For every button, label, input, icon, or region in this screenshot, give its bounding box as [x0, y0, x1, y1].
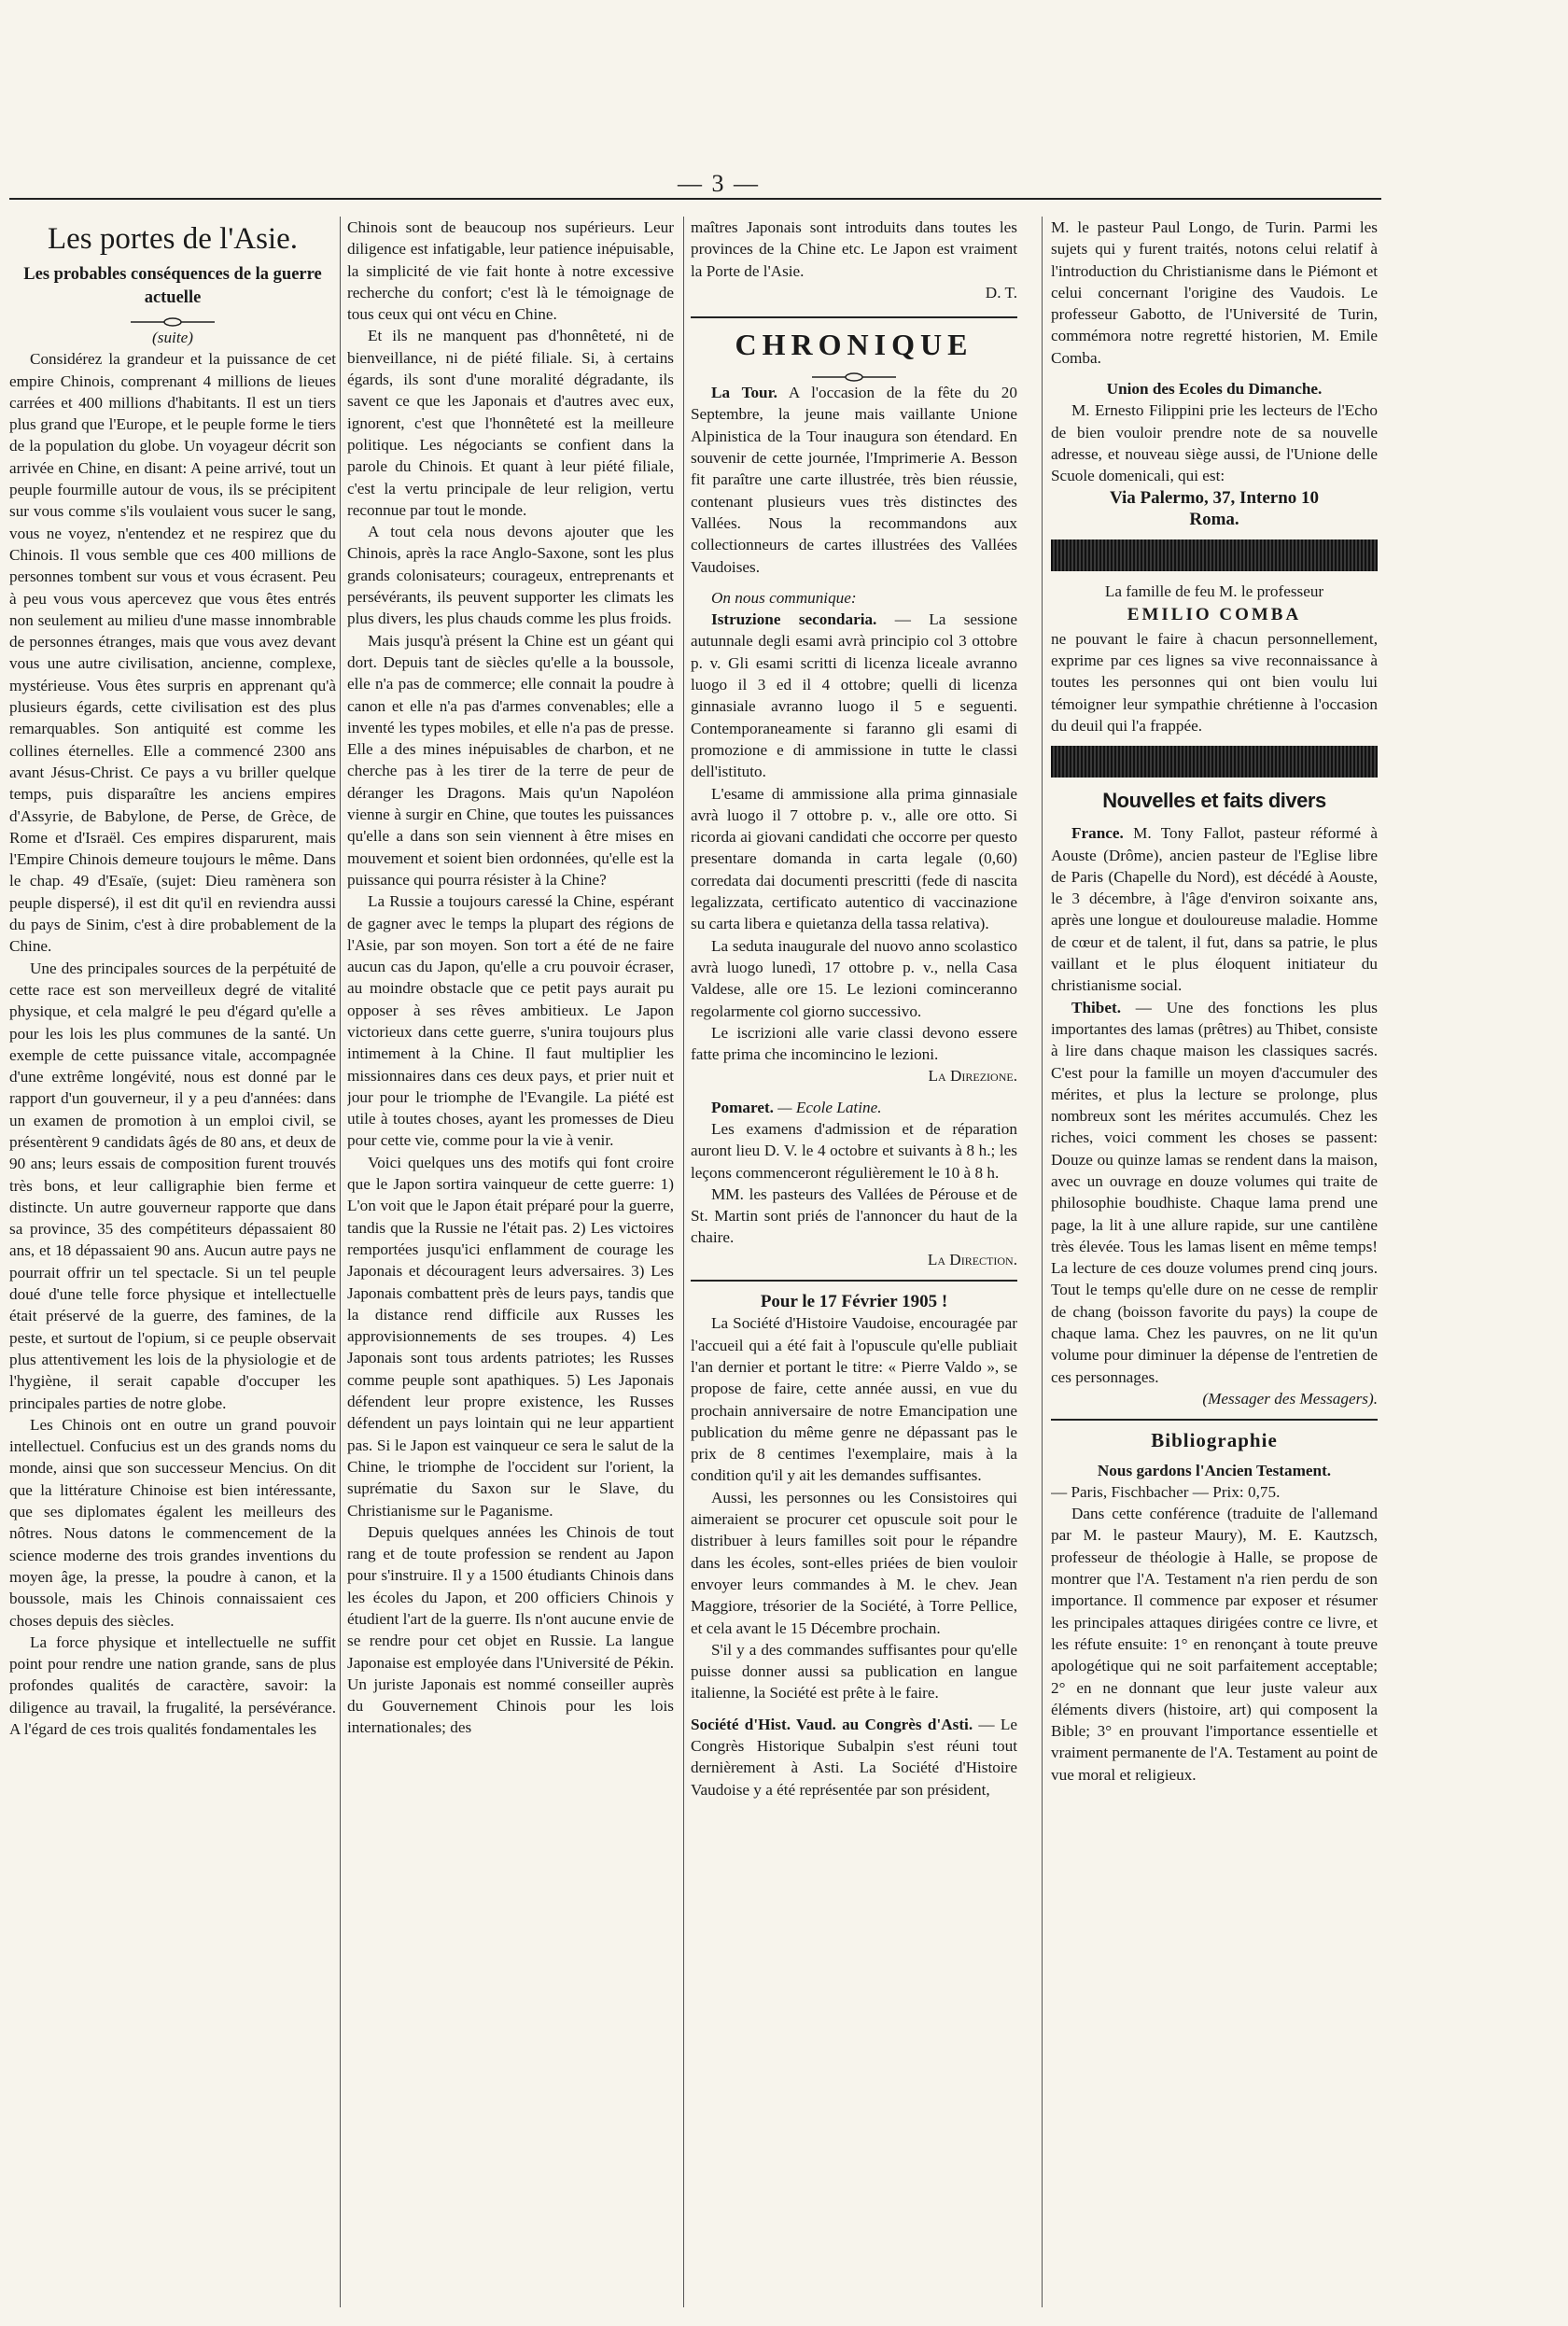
column-1 [9, 217, 336, 2307]
news-item [1051, 997, 1378, 1388]
paragraph: Le iscrizioni alle varie classi devono essere fatte prima che incomincino le lezioni. [691, 1023, 1017, 1064]
article-title: Les portes de l'Asie. [47, 222, 299, 256]
news-subheading: — Ecole Latine. [777, 1098, 882, 1116]
book-title: Nous gardons l'Ancien Testament. [1097, 1461, 1332, 1479]
news-heading: Union des Ecoles du Dimanche. [1106, 380, 1323, 399]
paragraph: L'esame di ammissione alla prima ginnasiale avrà luogo il 7 ottobre p. v., alle ore otto. Si ricorda ai giovani candidati che occorre per questo presentare domanda in carta legale (0,60) corredata dai documenti prescritti (fede di nascita legalizzata, certificato autentico di vaccinazione su carta libera e quietanza della tassa relativa). [691, 784, 1017, 933]
section-rule [691, 1280, 1017, 1282]
column-3 [691, 217, 1017, 2307]
news-item [691, 1097, 1017, 1118]
paragraph: Dans cette conférence (traduite de l'allemand par M. le pasteur Maury), M. E. Kautzsch, professeur de théologie à Halle, se propose de montrer que l'A. Testament n'a rien perdu de son importance. Il commence par exposer et résumer les principales attaques dirigées contre ce livre, et les réfute ensuite: 1° en renonçant à toute preuve apologétique qui ne soit parfaitement acceptable; 2° en ne donnant que leur juste valeur aux éléments divers (histoire, art) qui composent la Bible; 3° en prouvant l'importance essentielle et vraiment permanente de l'A. Testament au point de vue moral et religieux. [1051, 1505, 1378, 1784]
news-text: — La sessione autunnale degli esami avrà principio col 3 ottobre p. v. Gli esami scritti di licenza liceale avranno luogo il 3 ed il 4 ottobre; quelli di licenza ginnasiale avranno luogo il 5 e seguenti. Contemporaneamente si faranno gli esami di promozione e di ammissione in tutte le classi dell'istituto. [691, 610, 1017, 781]
notice-text: La famille de feu M. le professeur [1104, 582, 1324, 601]
news-heading: Istruzione secondaria. [711, 610, 877, 629]
news-item [691, 382, 1017, 578]
column-divider [1042, 217, 1043, 2307]
news-heading: La Tour. [711, 384, 777, 402]
news-text: M. Tony Fallot, pasteur réformé à Aouste (Drôme), ancien pasteur de l'Eglise libre de Paris (Chapelle du Nord), est décédé à Aouste, le 3 décembre, à l'âge d'environ soixante ans, après une longue et douloureuse maladie. Homme de cœur et de talent, il fut, dans sa patrie, le plus vaillant et le plus éloquent initiateur du christianisme social. [1051, 824, 1378, 995]
news-text: — Le Congrès Historique Subalpin s'est réuni tout dernièrement à Asti. La Société d'Histoire Vaudoise y a été représentée par son président, [691, 1715, 1017, 1799]
paragraph: La Société d'Histoire Vaudoise, encouragée par l'accueil qui a été fait à l'opuscule qu'elle publiait l'an dernier et portant le titre: « Pierre Valdo », se propose de faire, cette année aussi, en vue du prochain anniversaire de notre Emancipation une publication du même genre ne dépassant pas le prix de 8 centimes l'exemplaire, mais à la condition qu'il y ait les demandes suffisantes. [691, 1314, 1017, 1485]
news-item [1051, 822, 1378, 996]
paragraph: La force physique et intellectuelle ne suffit point pour rendre une nation grande, sans de plus profondes qualités de caractère, savoir: la diligence au travail, la frugalité, la persévérance. A l'égard de ces trois qualités fondamentales les [9, 1632, 336, 1738]
column-4 [1051, 217, 1378, 2307]
paragraph: Depuis quelques années les Chinois de tout rang et de toute profession se rendent au Japon pour s'instruire. Il y a 1500 étudiants Chinois dans les écoles du Japon, et 200 officiers Chinois y étudient l'art de la guerre. Ils n'ont aucune envie de se rendre pour cet objet en Russie. La langue Japonaise est employée dans l'Université de Pékin. Un juriste Japonais est nommé conseiller auprès du Gouvernement Chinois pour les lois internationales; des [347, 1522, 674, 1737]
source-credit: (Messager des Messagers). [1202, 1389, 1378, 1408]
paragraph: Mais jusqu'à présent la Chine est un géant qui dort. Depuis tant de siècles qu'elle a la boussole, elle n'a pas de commerce; elle connait la poudre à canon et elle n'a pas d'armes convenables; elle a inventé les types mobiles, et elle n'a pas de presse. Elle a des mines inépuisables de charbon, et ne cherche pas à les tirer de la terre de peur de déranger les Dragons. Mais qu'un Napoléon vienne à surgir en Chine, que toutes les puissances qu'elle a dans son sein viennent à être mises en mouvement et soient bien ordonnées, qu'elle est la puissance qui pourra résister à la Chine? [347, 631, 674, 889]
ornament-divider-icon [691, 367, 1017, 380]
section-rule [1051, 1419, 1378, 1421]
signature: La Direction. [927, 1250, 1017, 1268]
decorative-black-bar [1051, 539, 1378, 571]
paragraph: Chinois sont de beaucoup nos supérieurs. Leur diligence est infatigable, leur patience inépuisable, la simplicité de vie fait honte à notre excessive recherche du confort; c'est là le témoignage de tous ceux qui ont vécu en Chine. [347, 218, 674, 324]
paragraph: La seduta inaugurale del nuovo anno scolastico avrà luogo lunedì, 17 ottobre p. v., nella Casa Valdese, alle ore 15. Le lezioni cominceranno regolarmente col giorno successivo. [691, 936, 1017, 1020]
news-heading: Pour le 17 Février 1905 ! [760, 1292, 948, 1312]
paragraph: M. le pasteur Paul Longo, de Turin. Parmi les sujets qui y furent traités, notons celui relatif à l'introduction du Christianisme dans le Piémont et celui concernant l'origine des Vaudois. Le professeur Gabotto, de l'Université de Turin, commémora notre regretté historien, M. Emile Comba. [1051, 218, 1378, 367]
news-heading: Société d'Hist. Vaud. au Congrès d'Asti. [691, 1715, 973, 1733]
decorative-black-bar [1051, 746, 1378, 778]
news-item [691, 1714, 1017, 1801]
book-publisher: — Paris, Fischbacher — Prix: 0,75. [1051, 1482, 1281, 1501]
paragraph: Une des principales sources de la perpétuité de cette race est son merveilleux degré de vitalité physique, et cela malgré le peu d'égard qu'elle a pour les lois les plus communes de la santé. Un exemple de cette puissance vitale, accompagnée d'une extrême longévité, nous est donné par le rapport d'un gouverneur, il y a peu d'années: dans un examen de promotion à un emploi civil, se présentèrent 9 candidats âgés de 80 ans, et deux de 90 ans; leurs essais de composition furent trouvés très bons, et leur calligraphie bien ferme et distincte. Un autre gouverneur rapporte que dans sa province, 35 des compétiteurs dépassaient 80 ans, et 18 dépassaient 90 ans. Aucun autre pays ne pourrait offrir un tel spectacle. Si un tel peuple doué d'une telle force physique et intellectuelle était préservé de la guerre, des famines, de la peste, et surtout de l'opium, si ce peuple observait plus attentivement les lois de la physiologie et de l'hygiène, il serait capable d'occuper les principales parties de notre globe. [9, 959, 336, 1412]
section-heading: Bibliographie [1151, 1429, 1278, 1452]
paragraph: La Russie a toujours caressé la Chine, espérant de gagner avec le temps la plupart des régions de l'Asie, par son moyen. Son tort a été de ne faire aucun cas du Japon, qu'elle a cru pouvoir écraser, au moindre obstacle que ce petit pays aurait pu opposer à ses rêves ambitieux. Le Japon victorieux dans cette guerre, s'unira toujours plus intimement à la Chine. Il faut multiplier les missionnaires dans ces deux pays, et prier nuit et jour pour le triomphe de l'Evangile. La piété est utile à toutes choses, ayant les promesses de Dieu pour cette vie, comme pour la vie à venir. [347, 892, 674, 1150]
paragraph: Considérez la grandeur et la puissance de cet empire Chinois, comprenant 4 millions de lieues carrées et 400 millions d'habitants. Il est un tiers plus grand que l'Europe, et le peuple forme le tiers de la population du globe. Un voyageur décrit son arrivée en Chine, en disant: A peine arrivé, tout un peuple fourmille autour de vous, ils se précipitent sur vous comme s'ils voulaient vous sucer le sang, vous ne voyez, n'entendez et ne respirez que du Chinois. Il vous semble que ces 400 millions de personnes tombent sur vous et vous écrasent. Peu à peu vous vous apercevez que vous êtes entrés non seulement au milieu d'une masse innombrable de personnes étranges, mais que vous avez devant vous une autre civilisation, ancienne, complexe, mystérieuse. Vous êtes surpris en apprenant qu'à plusieurs égards, cette civilisation est des plus remarquables. Son antiquité est comme les collines éternelles. Elle a commencé 2300 ans avant Jésus-Christ. Ce pays a vu briller quelque temps, puis disparaître les anciens empires d'Assyrie, de Babylone, de Perse, de Grèce, de Rome et d'Israël. Ces empires disparurent, mais l'Empire Chinois demeure toujours le même. Dans le chap. 49 d'Esaïe, (sujet: Dieu ramènera son peuple dispersé), il est dit qu'il en reviendra aussi du pays de Sinim, c'est à dire probablement de la Chine. [9, 350, 336, 956]
signature: La Direzione. [928, 1067, 1017, 1086]
paragraph: S'il y a des commandes suffisantes pour qu'elle puisse donner aussi sa publication en langue italienne, la Société est prête à le faire. [691, 1640, 1017, 1702]
address-line: Via Palermo, 37, Interno 10 [1109, 487, 1320, 508]
news-text: — Une des fonctions les plus importantes des lamas (prêtres) au Thibet, consiste à lire dans chaque maison les classiques sacrés. C'est pour la famille un moyen d'accumuler des mérites, et plus la lecture se prolonge, plus nombreux sont les mérites accumulés. Chez les riches, voici comment les choses se passent: Douze ou quinze lamas se rendent dans la maison, avec un ouvrage en douze volumes qui traite de philosophie boudhiste. Chaque lama prend une page, la lit à une allure rapide, sur une cantilène très élevée. Tous les lamas lisent en même temps! La lecture de ces douze volumes prend cinq jours. Tout le temps qu'elle dure on ne cesse de remplir de chang (boisson favorite du pays) la coupe de chaque lama. Chez les pauvres, on ne lit qu'un volume pour diminuer la dépense de l'entretien de ces personnages. [1051, 998, 1378, 1386]
address-line: Roma. [1189, 509, 1239, 529]
notice-text: ne pouvant le faire à chacun personnellement, exprime par ces lignes sa vive reconnaissance à toutes les personnes qui ont bien voulu lui témoigner leur sympathie chrétienne à l'occasion du deuil qui l'a frappée. [1051, 629, 1378, 735]
header-rule [9, 198, 1381, 200]
news-text: A l'occasion de la fête du 20 Septembre, la jeune mais vaillante Unione Alpinistica de la Tour inaugura son étendard. En souvenir de cette journée, l'Imprimerie A. Besson fit paraître une carte illustrée, très bien réussie, contenant plusieurs vues très distinctes des Vallées. Nous la recommandons aux collectionneurs de cartes illustrées des Vallées Vaudoises. [691, 384, 1017, 576]
section-masthead: CHRONIQUE [691, 316, 1017, 365]
paragraph: Les Chinois ont en outre un grand pouvoir intellectuel. Confucius est un des grands noms du monde, ainsi que son successeur Mencius. On dit que la littérature Chinoise est bien intéressante, que ses diplomates égalent les meilleurs des nôtres. Nous datons le commencement de la science moderne des trois grandes inventions du moyen âge, la presse, la poudre à canon, et la boussole, mais les Chinois connaissaient ces choses depuis des siècles. [9, 1415, 336, 1630]
news-heading: Pomaret. [711, 1098, 774, 1116]
paragraph: Voici quelques uns des motifs qui font croire que le Japon sortira vainqueur de cette guerre: 1) L'on voit que le Japon était préparé pour la guerre, tandis que la Russie ne l'était pas. 2) Les victoires remportées jusqu'ici enflamment de courage les Japonais et découragent leurs adversaires. 3) Les Japonais combattent près de leurs pays, tandis que la distance rend difficile aux Russes les approvisionnements de ses troupes. 4) Les Japonais sont tous ardents patriotes; les Russes comme peuple sont apathiques. 5) Les Japonais défendent leur propre existence, les Russes défendent un pays lointain qui ne leur appartient pas. Si le Japon est vainqueur ce sera le salut de la Chine, le triomphe de l'occident sur l'orient, la suprématie du Saxon sur le Slave, du Christianisme sur le Paganisme. [347, 1153, 674, 1520]
paragraph: A tout cela nous devons ajouter que les Chinois, après la race Anglo-Saxone, sont les plus grands colonisateurs; courageux, entreprenants et persévérants, ils peuvent supporter les climats les plus divers, les plus chauds comme les plus froids. [347, 523, 674, 628]
paragraph: maîtres Japonais sont introduits dans toutes les provinces de la Chine etc. Le Japon est vraiment la Porte de l'Asie. [691, 218, 1017, 280]
paragraph: Et ils ne manquent pas d'honnêteté, ni de bienveillance, ni de piété filiale. Si, à certains égards, ils sont d'une moralité dégradante, ils savent ce que les Japonais et d'autres avec eux, ignorent, c'est que l'honnêteté est la meilleure politique. Les négociants se confient dans la parole du Chinois. Et quant à leur piété filiale, c'est la vertu principale de leur religion, vertu reconnue par tout le monde. [347, 327, 674, 519]
ornament-divider-icon [9, 312, 336, 325]
section-heading: Nouvelles et faits divers [1102, 789, 1326, 813]
column-2 [347, 217, 674, 2307]
paragraph: M. Ernesto Filippini prie les lecteurs de l'Echo de bien vouloir prendre note de sa nouvelle adresse, et nouveau siège aussi, de l'Unione delle Scuole domenicali, qui est: [1051, 401, 1378, 485]
paragraph: Aussi, les personnes ou les Consistoires qui aimeraient se procurer cet opuscule soit pour le distribuer à leurs familles soit pour le répandre dans les écoles, sont-elles priées de bien vouloir envoyer leurs commandes à M. le chev. Jean Maggiore, trésorier de la Société, à Torre Pellice, et cela avant le 15 Décembre prochain. [691, 1488, 1017, 1637]
notice-name: EMILIO COMBA [1127, 605, 1302, 625]
page-number: — 3 — [678, 170, 760, 197]
column-divider [340, 217, 341, 2307]
paragraph: Les examens d'admission et de réparation auront lieu D. V. le 4 octobre et suivants à 8 h.; les leçons commenceront régulièrement le 10 à 8 h. [691, 1119, 1017, 1182]
notice-label: On nous communique: [711, 588, 857, 607]
signature: D. T. [985, 283, 1017, 301]
column-divider [683, 217, 684, 2307]
paragraph: MM. les pasteurs des Vallées de Pérouse et de St. Martin sont priés de l'annoncer du haut de la chaire. [691, 1184, 1017, 1247]
news-heading: Thibet. [1071, 998, 1122, 1016]
continued-label: (suite) [152, 329, 193, 346]
news-item [691, 609, 1017, 782]
article-subtitle: Les probables conséquences de la guerre actuelle [23, 265, 322, 307]
news-heading: France. [1071, 824, 1124, 843]
